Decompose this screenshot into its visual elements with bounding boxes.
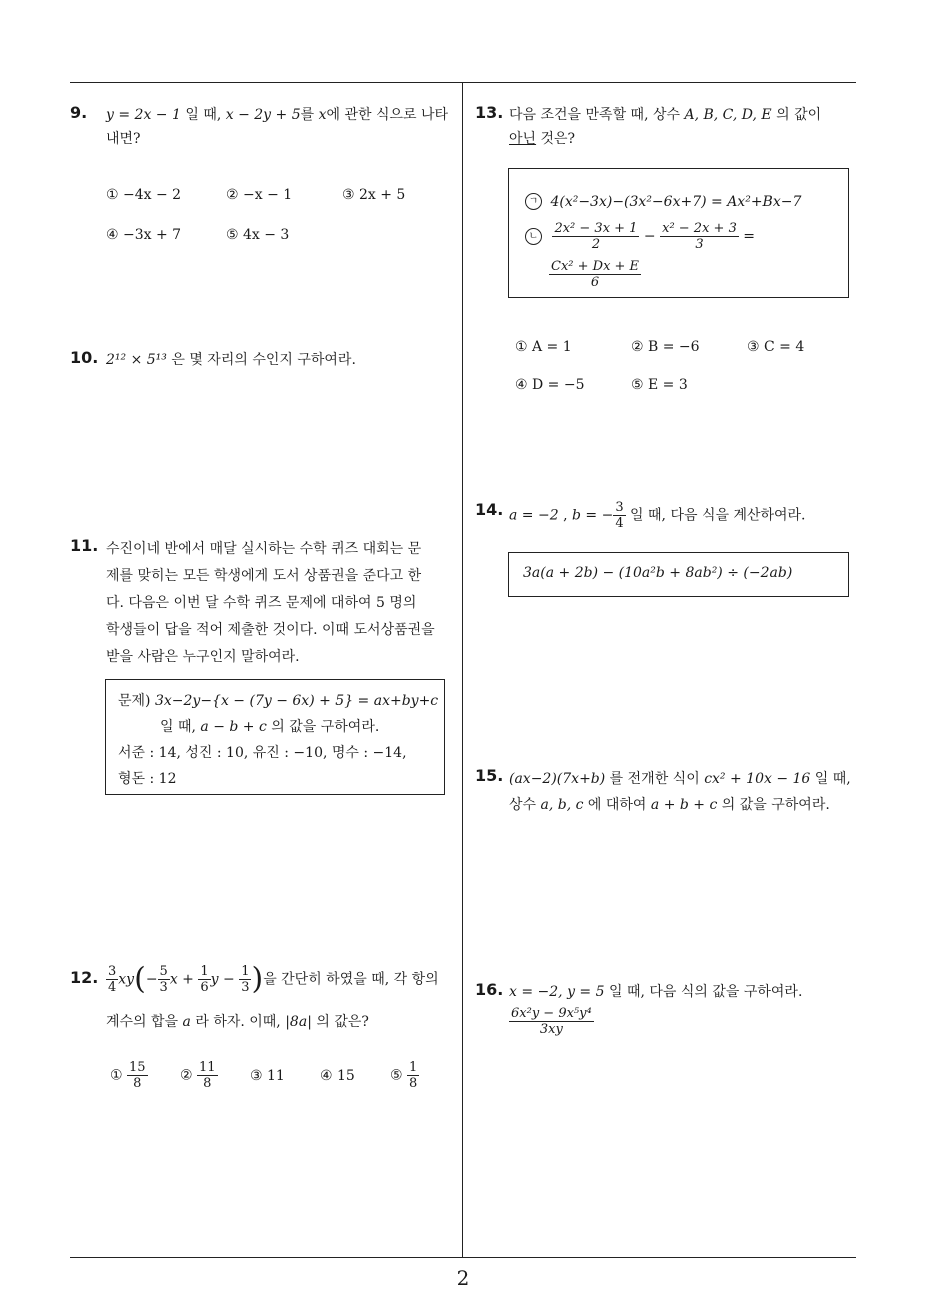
top-rule bbox=[70, 82, 856, 83]
choice-5[interactable]: ⑤ E = 3 bbox=[631, 377, 688, 393]
choice-2[interactable]: ② −x − 1 bbox=[226, 187, 293, 203]
question-text: 2¹² × 5¹³ 은 몇 자리의 수인지 구하여라. bbox=[106, 352, 356, 368]
choice-1[interactable]: ① A = 1 bbox=[515, 339, 572, 355]
choice-4[interactable]: ④ D = −5 bbox=[515, 377, 585, 393]
question-number: 15. bbox=[475, 766, 504, 785]
question-text: a = −2 , b = − $\frac{3}{4}$ 일 때, 다음 식을 계산하여라. bbox=[509, 500, 806, 531]
problem-box: 문제) 3x−2y−{x − (7y − 6x) + 5} = ax+by+c 일 때, a − b + c 의 값을 구하여라. 서준 : 14, 성진 : 10, 유진 : −10, 명수 : −14, 형돈 : 12 bbox=[105, 679, 445, 795]
choice-3[interactable]: ③ 11 bbox=[250, 1068, 285, 1084]
question-number: 16. bbox=[475, 980, 504, 999]
condition-box: ㄱ 4(x²−3x)−(3x²−6x+7) = Ax²+Bx−7 ㄴ $\frac{\text{2x² − 3x + 1}}{2}$ − $\frac{\text{x² − 2x + 3}}{3}$ = $\frac{\text{Cx² + Dx + E}}{6}$ bbox=[508, 168, 849, 298]
question-number: 9. bbox=[70, 103, 88, 122]
choice-1[interactable]: ① −4x − 2 bbox=[106, 187, 182, 203]
expression-box: 3a(a + 2b) − (10a²b + 8ab²) ÷ (−2ab) bbox=[508, 552, 849, 597]
question-number: 13. bbox=[475, 103, 504, 122]
question-text: (ax−2)(7x+b) 를 전개한 식이 cx² + 10x − 16 일 때, 상수 a, b, c 에 대하여 a + b + c 의 값을 구하여라. bbox=[509, 771, 851, 813]
choice-3[interactable]: ③ 2x + 5 bbox=[342, 187, 406, 203]
page-number: 2 bbox=[456, 1266, 470, 1290]
question-number: 11. bbox=[70, 536, 99, 555]
choice-5[interactable]: ⑤ $\frac{1}{8}$ bbox=[390, 1060, 418, 1091]
question-number: 12. bbox=[70, 968, 99, 987]
question-text: 다음 조건을 만족할 때, 상수 A, B, C, D, E 의 값이 아닌 것은? bbox=[509, 107, 822, 147]
condition-label-a: ㄱ bbox=[525, 193, 542, 210]
bottom-rule bbox=[70, 1257, 856, 1258]
question-text: x = −2, y = 5 일 때, 다음 식의 값을 구하여라. bbox=[509, 984, 803, 1000]
expression: $\frac{\text{6x²y − 9x⁵y⁴}}{3xy}$ bbox=[511, 1006, 592, 1037]
condition-label-b: ㄴ bbox=[525, 228, 542, 245]
choice-1[interactable]: ① $\frac{15}{8}$ bbox=[110, 1060, 146, 1091]
choice-4[interactable]: ④ −3x + 7 bbox=[106, 227, 182, 243]
question-number: 10. bbox=[70, 348, 99, 367]
column-divider bbox=[462, 82, 463, 1258]
choice-2[interactable]: ② $\frac{11}{8}$ bbox=[180, 1060, 216, 1091]
question-text: 수진이네 반에서 매달 실시하는 수학 퀴즈 대회는 문 제를 맞히는 모든 학생에게 도서 상품권을 준다고 한 다. 다음은 이번 달 수학 퀴즈 문제에 대하여 5 명의 학생들이 답을 적어 제출한 것이다. 이때 도서상품권을 받을 사람은 누구인지 말하여라. bbox=[106, 541, 435, 665]
question-number: 14. bbox=[475, 500, 504, 519]
choice-2[interactable]: ② B = −6 bbox=[631, 339, 700, 355]
question-text: $\frac{3}{4}$ xy(− $\frac{5}{3}$ x + $\frac{1}{6}$ y − $\frac{1}{3}$ )을 간단히 하였을 때, 각 항의 계수의 합을 a 라 하자. 이때, |8a| 의 값은? bbox=[106, 961, 439, 1030]
question-text: y = 2x − 1 일 때, x − 2y + 5를 x에 관한 식으로 나타 내면? bbox=[106, 107, 449, 147]
choice-5[interactable]: ⑤ 4x − 3 bbox=[226, 227, 290, 243]
choice-3[interactable]: ③ C = 4 bbox=[747, 339, 805, 355]
choice-4[interactable]: ④ 15 bbox=[320, 1068, 355, 1084]
